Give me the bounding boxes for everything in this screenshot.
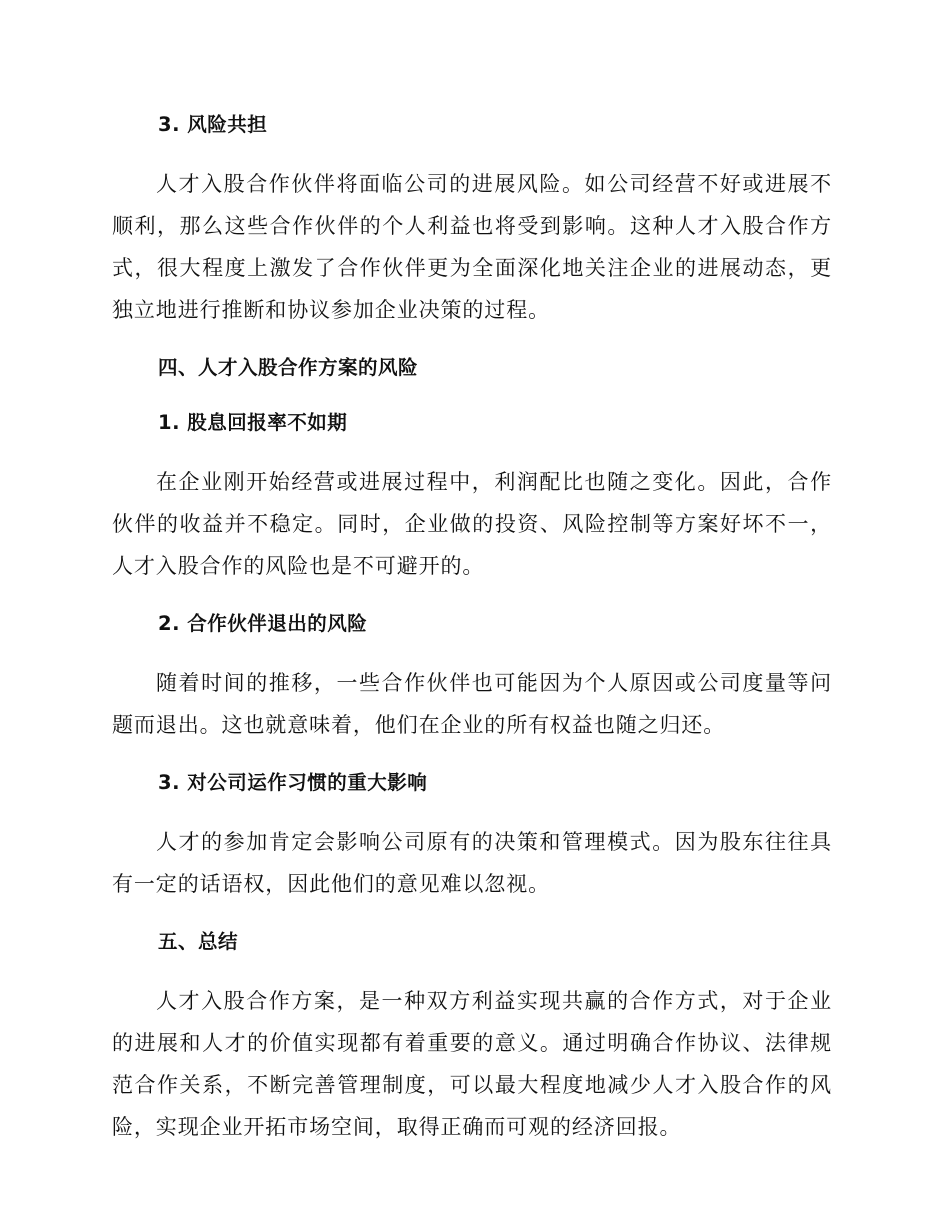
section-heading-operation-impact: 3. 对公司运作习惯的重大影响: [158, 771, 428, 794]
chapter-heading-summary: 五、总结: [158, 930, 239, 953]
section-heading-risk-sharing: 3. 风险共担: [158, 113, 268, 136]
section-heading-dividend-return: 1. 股息回报率不如期: [158, 411, 348, 434]
section-heading-partner-exit: 2. 合作伙伴退出的风险: [158, 612, 368, 635]
paragraph-dividend-return: 在企业刚开始经营或进展过程中，利润配比也随之变化。因此，合作伙伴的收益并不稳定。同时，企业做的投资、风险控制等方案好坏不一，人才入股合作的风险也是不可避开的。: [112, 470, 832, 578]
paragraph-partner-exit: 随着时间的推移，一些合作伙伴也可能因为个人原因或公司度量等问题而退出。这也就意味着，他们在企业的所有权益也随之归还。: [112, 671, 832, 737]
document-body: [112, 108, 832, 1148]
paragraph-risk-sharing: 人才入股合作伙伴将面临公司的进展风险。如公司经营不好或进展不顺利，那么这些合作伙伴的个人利益也将受到影响。这种人才入股合作方式，很大程度上激发了合作伙伴更为全面深化地关注企业的进展动态，更独立地进行推断和协议参加企业决策的过程。: [112, 172, 832, 322]
paragraph-operation-impact: 人才的参加肯定会影响公司原有的决策和管理模式。因为股东往往具有一定的话语权，因此他们的意见难以忽视。: [112, 830, 832, 896]
chapter-heading-risks: 四、人才入股合作方案的风险: [158, 356, 419, 379]
paragraph-summary: 人才入股合作方案，是一种双方利益实现共赢的合作方式，对于企业的进展和人才的价值实现都有着重要的意义。通过明确合作协议、法律规范合作关系，不断完善管理制度，可以最大程度地减少人才入股合作的风险，实现企业开拓市场空间，取得正确而可观的经济回报。: [112, 989, 832, 1139]
